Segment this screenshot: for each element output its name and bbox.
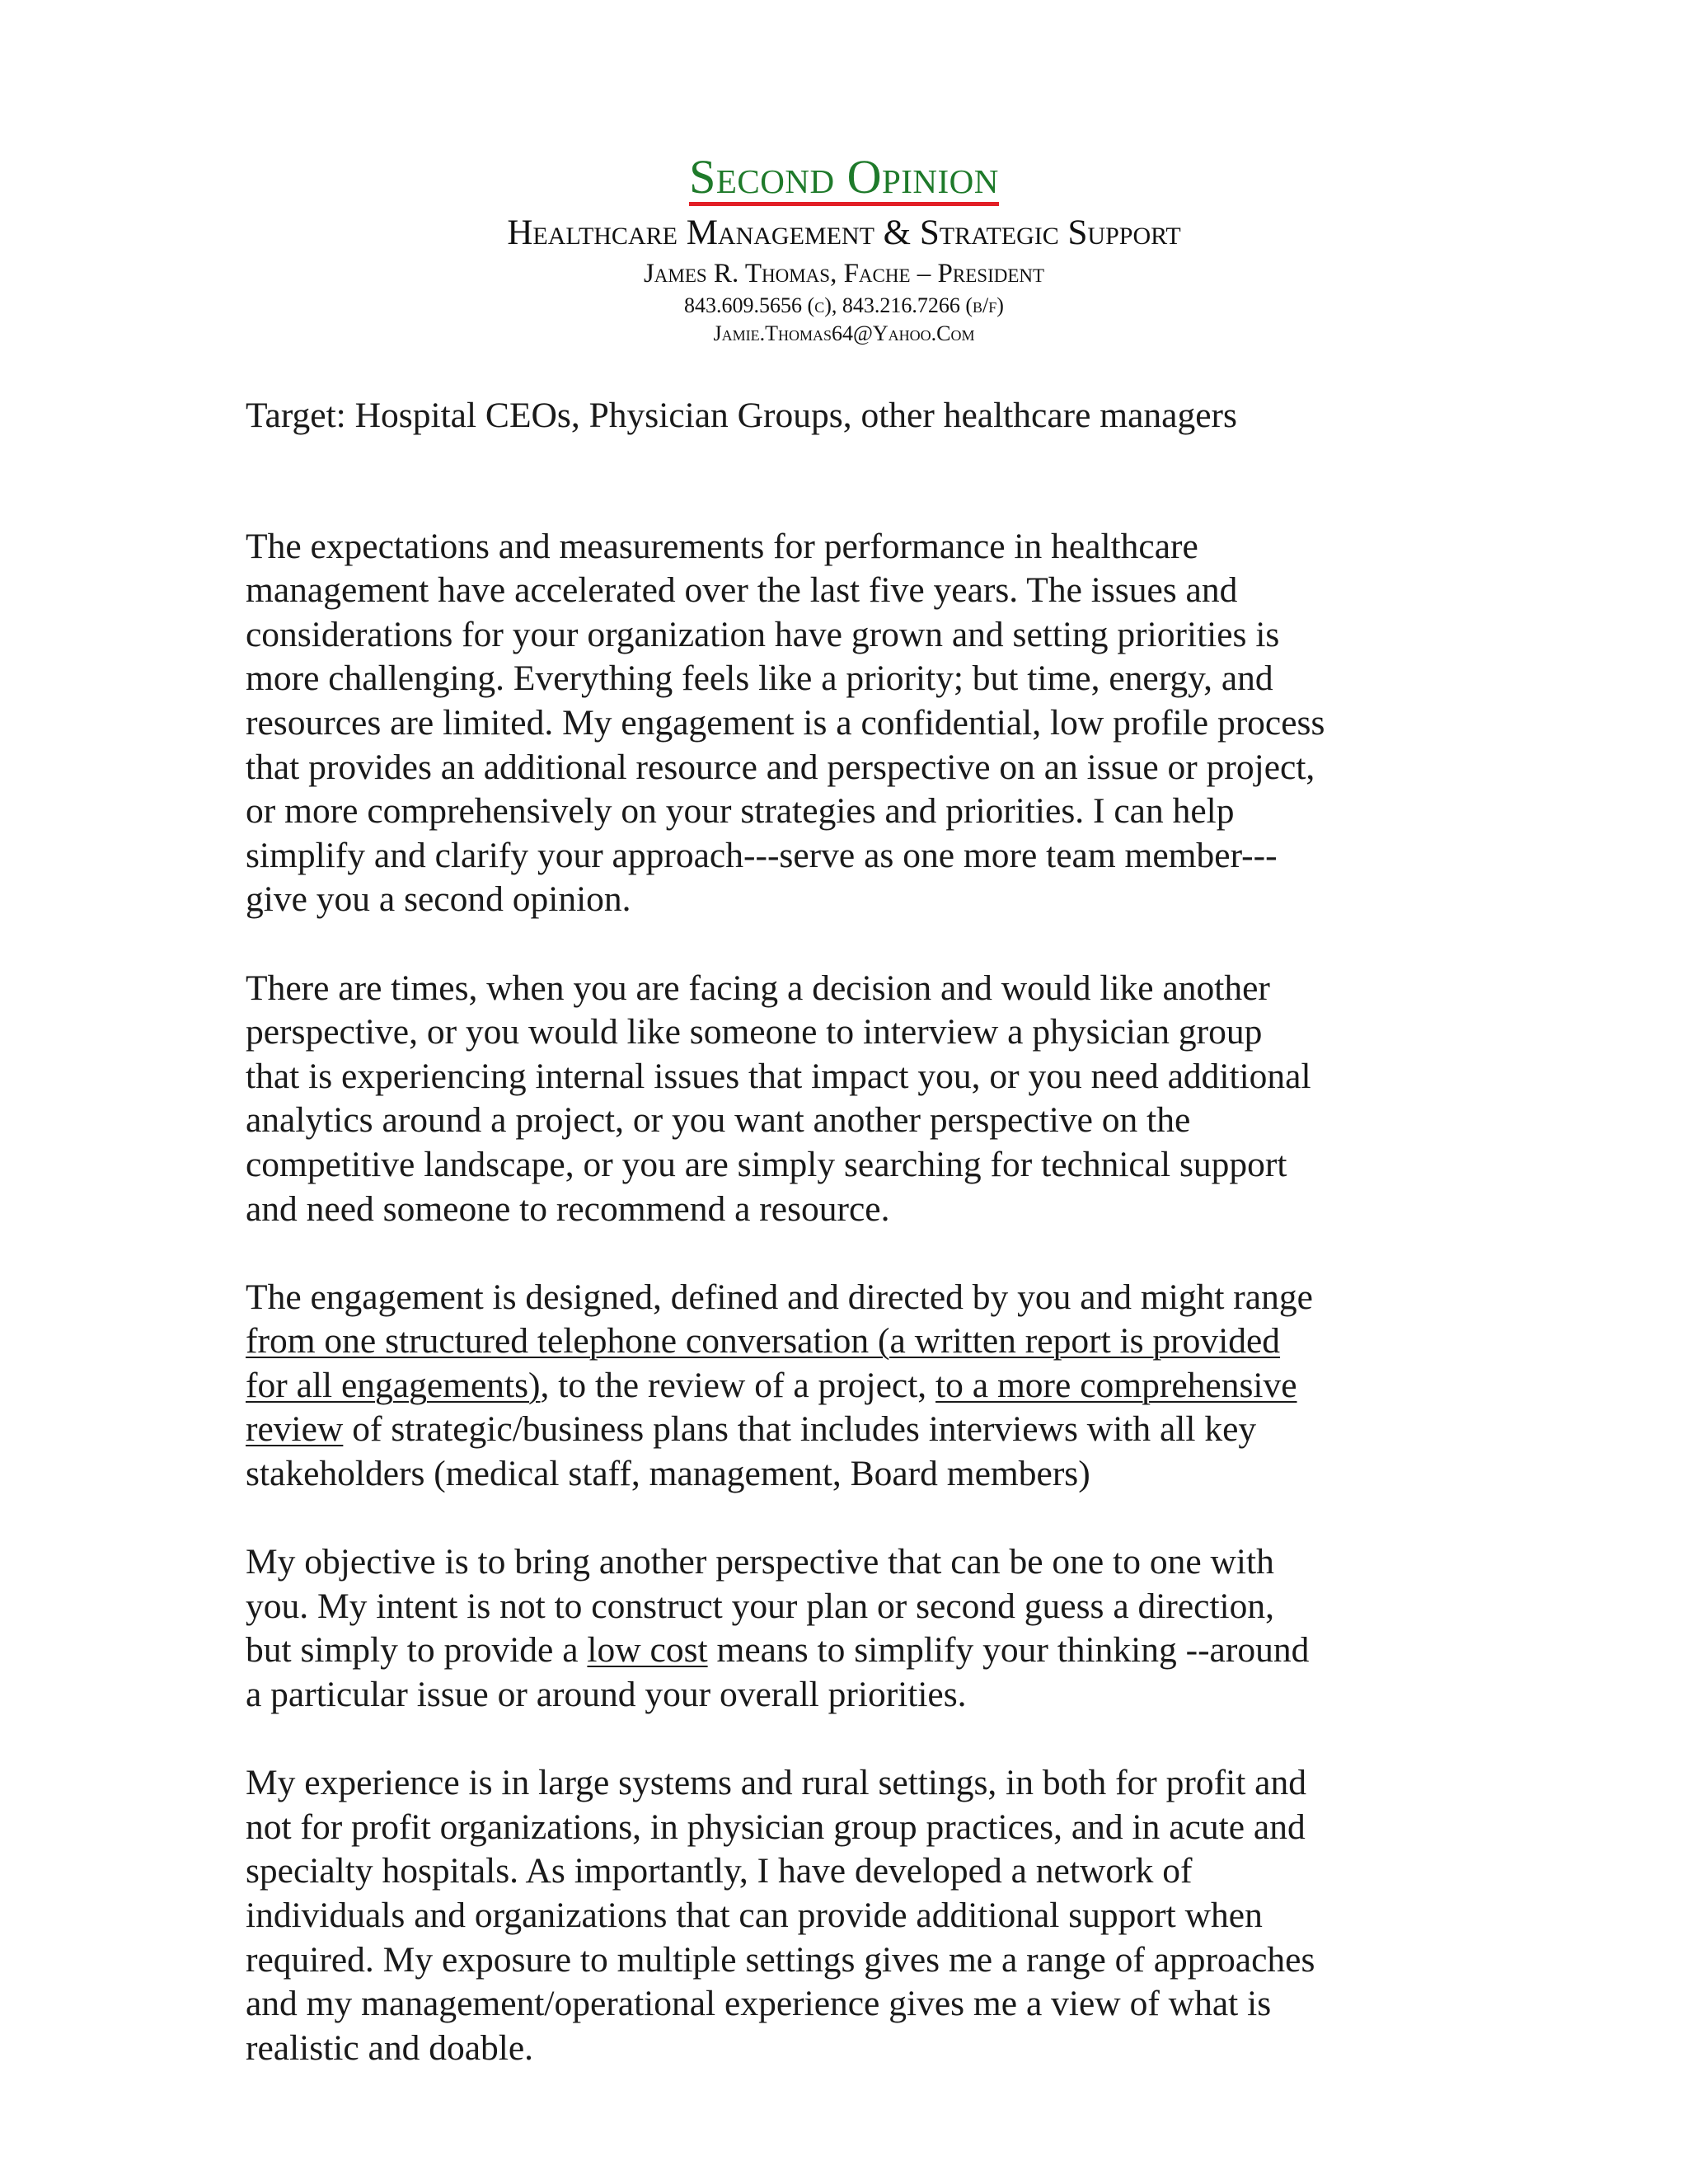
plain-text: of strategic/business plans that includes interviews with all key: [343, 1409, 1257, 1450]
paragraph-line: you. My intent is not to construct your plan or second guess a direction,: [246, 1586, 1274, 1626]
paragraph-line: and my management/operational experience gives me a view of what is: [246, 1984, 1272, 2024]
paragraph-line: The engagement is designed, defined and directed by you and might range: [246, 1277, 1313, 1317]
paragraph-line: analytics around a project, or you want another perspective on the: [246, 1100, 1191, 1141]
plain-text: , to the review of a project,: [540, 1365, 936, 1405]
plain-text: but simply to provide a: [246, 1630, 588, 1671]
document-body: [246, 394, 1457, 2115]
paragraph-line: considerations for your organization have grown and setting priorities is: [246, 614, 1280, 654]
paragraph-line: simplify and clarify your approach---serve as one more team member---: [246, 835, 1278, 875]
paragraph-line: or more comprehensively on your strategies and priorities. I can help: [246, 791, 1235, 832]
underlined-text: review: [246, 1409, 344, 1450]
underlined-text: for all engagements): [246, 1365, 541, 1405]
paragraph-line: give you a second opinion.: [246, 879, 631, 920]
letterhead: [0, 152, 1688, 348]
paragraph-line: The expectations and measurements for performance in healthcare: [246, 526, 1198, 566]
paragraph-line: [246, 1408, 1457, 1452]
paragraph-line: resources are limited. My engagement is a confidential, low profile process: [246, 702, 1325, 743]
paragraph-situations: [246, 967, 1457, 1232]
target-line: Target: Hospital CEOs, Physician Groups, other healthcare managers: [246, 396, 1237, 435]
paragraph-line: specialty hospitals. As importantly, I have developed a network of: [246, 1851, 1193, 1891]
letterhead-person: James R. Thomas, Fache – President: [643, 259, 1045, 288]
paragraph-line: and need someone to recommend a resource.: [246, 1188, 890, 1229]
paragraph-experience: [246, 1761, 1457, 2070]
paragraph-objective: [246, 1540, 1457, 1717]
letterhead-email: Jamie.Thomas64@Yahoo.Com: [713, 321, 975, 345]
underlined-text: from one structured telephone conversation (a written report is provided: [246, 1321, 1281, 1361]
letterhead-subtitle: Healthcare Management & Strategic Support: [507, 213, 1181, 252]
paragraph-line: not for profit organizations, in physician group practices, and in acute and: [246, 1807, 1306, 1847]
paragraph-line: There are times, when you are facing a decision and would like another: [246, 968, 1270, 1008]
paragraph-intro: [246, 525, 1457, 922]
letterhead-phones: 843.609.5656 (c), 843.216.7266 (b/f): [684, 293, 1004, 317]
paragraph-line: more challenging. Everything feels like a priority; but time, energy, and: [246, 658, 1273, 699]
paragraph-line: that provides an additional resource and perspective on an issue or project,: [246, 747, 1315, 787]
plain-text: means to simplify your thinking --around: [707, 1630, 1310, 1671]
paragraph-line: [246, 1629, 1457, 1673]
paragraph-line: management have accelerated over the last five years. The issues and: [246, 570, 1238, 611]
paragraph-line: My objective is to bring another perspective that can be one to one with: [246, 1542, 1274, 1582]
paragraph-line: My experience is in large systems and rural settings, in both for profit and: [246, 1763, 1306, 1803]
paragraph-line: [246, 1319, 1457, 1364]
underlined-text: to a more comprehensive: [935, 1365, 1297, 1405]
letterhead-title: Second Opinion: [689, 152, 999, 206]
underlined-text: low cost: [587, 1630, 708, 1671]
paragraph-line: perspective, or you would like someone to interview a physician group: [246, 1012, 1263, 1052]
paragraph-engagement: [246, 1276, 1457, 1497]
paragraph-line: competitive landscape, or you are simply searching for technical support: [246, 1144, 1287, 1184]
paragraph-line: required. My exposure to multiple settings gives me a range of approaches: [246, 1939, 1315, 1980]
paragraph-line: [246, 1364, 1457, 1408]
paragraph-line: a particular issue or around your overall priorities.: [246, 1675, 967, 1715]
paragraph-line: stakeholders (medical staff, management, Board members): [246, 1454, 1090, 1494]
paragraph-line: that is experiencing internal issues that impact you, or you need additional: [246, 1056, 1311, 1096]
paragraph-line: individuals and organizations that can provide additional support when: [246, 1896, 1263, 1935]
paragraph-line: realistic and doable.: [246, 2027, 534, 2068]
